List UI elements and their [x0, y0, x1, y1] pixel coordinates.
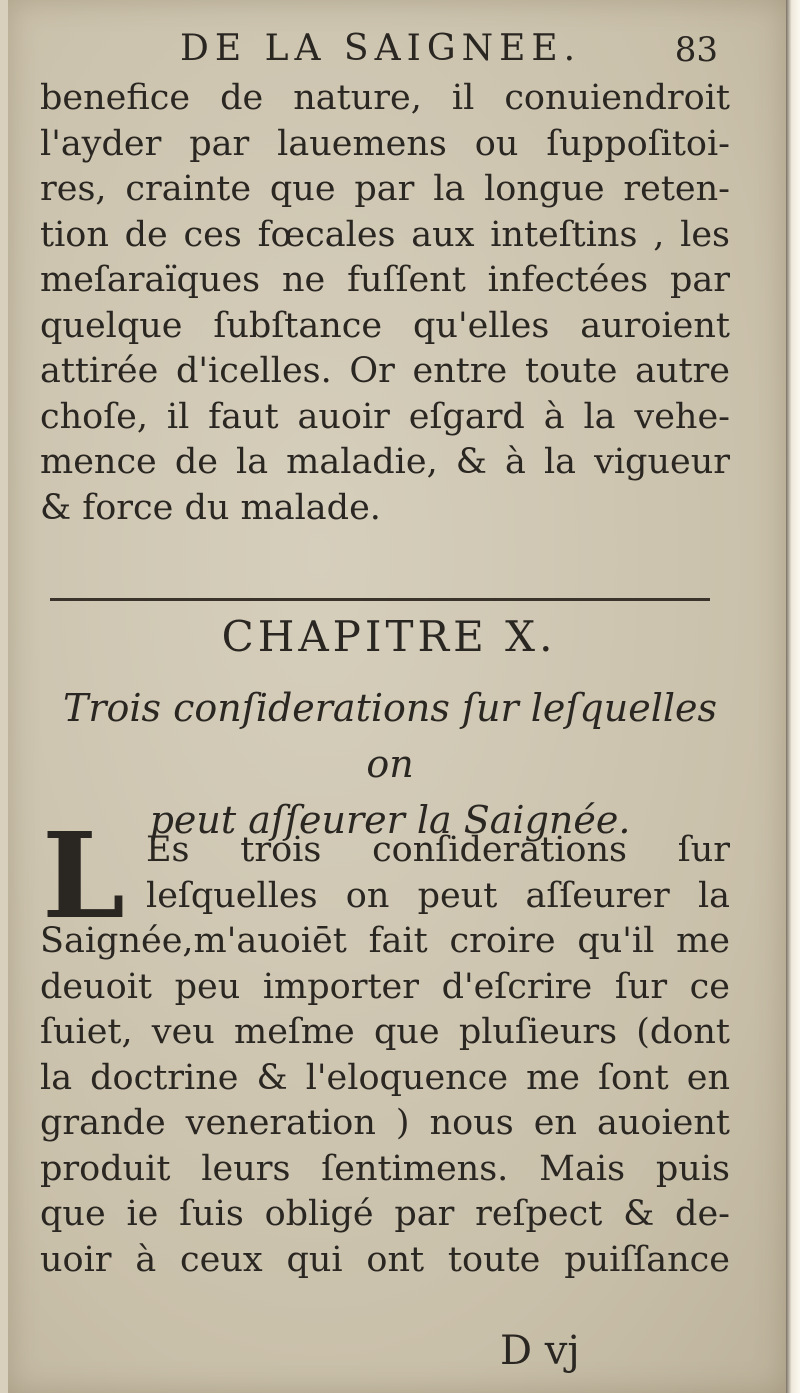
text-line: uoir à ceux qui ont toute puiſſance	[40, 1239, 730, 1280]
text-line: res, crainte que par la longue reten-	[40, 169, 730, 209]
paragraph-2-indented	[146, 828, 730, 919]
drop-cap: L	[42, 806, 125, 945]
text-line: mence de la maladie, & à la vigueur	[40, 442, 730, 482]
chapter-heading: CHAPITRE X.	[221, 612, 557, 661]
text-line: meſaraïques ne fuſſent infectées par	[40, 260, 730, 300]
text-line: leſquelles on peut aſſeurer la	[146, 875, 730, 916]
text-line: que ie ſuis obligé par reſpect & de-	[40, 1194, 730, 1234]
running-title: DE LA SAIGNEE.	[180, 28, 582, 69]
text-line: deuoit peu importer d'eſcrire ſur ce	[40, 966, 730, 1007]
text-line: la doctrine & l'eloquence me ſont en	[40, 1057, 730, 1098]
paragraph-2	[40, 919, 730, 1283]
text-line: produit leurs ſentimens. Mais puis	[40, 1148, 730, 1189]
text-line: quelque ſubſtance qu'elles auroient	[40, 305, 730, 346]
page-header	[0, 28, 778, 78]
section-divider	[50, 598, 710, 601]
text-line: Saignée,m'auoiēt fait croire qu'il me	[40, 921, 730, 961]
text-line: choſe, il faut auoir eſgard à la vehe-	[40, 396, 730, 437]
subtitle-line: peut aſſeurer la Saignée.	[149, 798, 631, 842]
text-line: Es trois conſiderations ſur	[146, 830, 730, 870]
text-line: grande veneration ) nous en auoient	[40, 1103, 730, 1143]
text-line: ſuiet, veu meſme que pluſieurs (dont	[40, 1012, 730, 1052]
page-number: 83	[674, 30, 718, 70]
text-line: benefice de nature, il conuiendroit	[40, 78, 730, 118]
page-edge	[786, 0, 800, 1393]
text-line: & force du malade.	[40, 487, 381, 528]
text-line: l'ayder par lauemens ou ſuppoſitoi-	[40, 123, 730, 164]
chapter-subtitle	[40, 680, 740, 848]
paragraph-1	[40, 76, 730, 531]
signature-mark: D vj	[500, 1328, 580, 1374]
subtitle-line: Trois conſiderations ſur leſquelles on	[62, 686, 718, 786]
text-line: attirée d'icelles. Or entre toute autre	[40, 351, 730, 391]
text-line: tion de ces fœcales aux inteſtins , les	[40, 214, 730, 255]
